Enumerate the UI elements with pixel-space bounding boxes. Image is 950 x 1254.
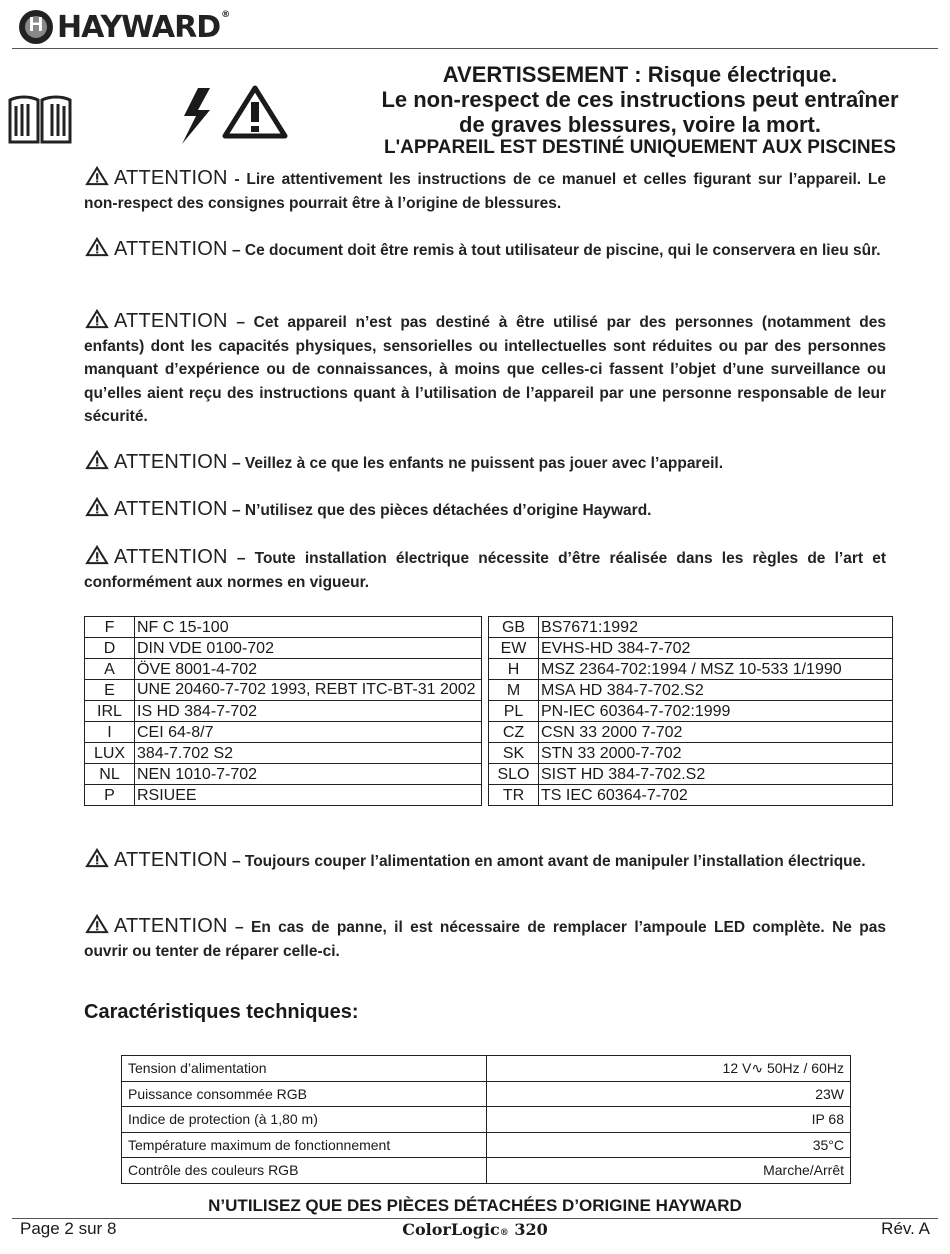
revision-label: Rév. A (881, 1219, 930, 1238)
country-code: NL (85, 764, 135, 785)
warning-triangle-icon (84, 237, 110, 257)
attention-keyword: ATTENTION (114, 451, 228, 473)
column-gap (482, 659, 489, 680)
attention-separator: – (227, 919, 251, 936)
attention-keyword: ATTENTION (114, 849, 228, 871)
attention-keyword: ATTENTION (114, 915, 228, 937)
table-row (85, 680, 893, 701)
header-divider (12, 48, 938, 49)
registered-mark: ® (221, 9, 230, 20)
attention-separator: - (227, 171, 247, 188)
warning-triangle-icon (84, 166, 110, 186)
spec-value: Marche/Arrêt (487, 1158, 851, 1184)
brand-name (57, 10, 229, 45)
specs-title: Caractéristiques techniques: (84, 1001, 359, 1023)
attention-separator: – (227, 242, 245, 259)
norm-value: EVHS-HD 384-7-702 (539, 638, 893, 659)
norm-value: ÖVE 8001-4-702 (135, 659, 482, 680)
footer-warning: N’UTILISEZ QUE DES PIÈCES DÉTACHÉES D’ORIGINE HAYWARD (208, 1196, 742, 1215)
warning-triangle-icon (84, 545, 110, 565)
table-row (122, 1081, 851, 1107)
table-row (85, 659, 893, 680)
country-code: LUX (85, 743, 135, 764)
country-code: P (85, 785, 135, 806)
product-registered-mark: ® (499, 1228, 509, 1238)
warning-triangle-icon (84, 914, 110, 934)
country-code: A (85, 659, 135, 680)
attention-text: Toute installation électrique nécessite d’être réalisée dans les règles de l’art et conformément aux normes en vigueur. (84, 550, 886, 591)
hayward-logo (19, 9, 229, 45)
spec-label: Tension d’alimentation (122, 1056, 487, 1082)
attention-keyword: ATTENTION (114, 238, 228, 260)
norm-value: NEN 1010-7-702 (135, 764, 482, 785)
country-code: CZ (489, 722, 539, 743)
norm-value: SIST HD 384-7-702.S2 (539, 764, 893, 785)
table-row (85, 638, 893, 659)
product-name (0, 1220, 950, 1239)
attention-keyword: ATTENTION (114, 498, 228, 520)
column-gap (482, 638, 489, 659)
footer-divider (12, 1218, 938, 1219)
country-code: F (85, 617, 135, 638)
table-row (122, 1158, 851, 1184)
attention-separator: – (227, 314, 254, 331)
product-brand: ColorLogic (402, 1220, 500, 1239)
country-code: SK (489, 743, 539, 764)
table-row (122, 1056, 851, 1082)
table-row (85, 785, 893, 806)
attention-keyword: ATTENTION (114, 546, 228, 568)
norm-value: 384-7.702 S2 (135, 743, 482, 764)
norm-value: PN-IEC 60364-7-702:1999 (539, 701, 893, 722)
norm-value: UNE 20460-7-702 1993, REBT ITC-BT-31 2002 (135, 680, 482, 701)
warning-line-4: L'APPAREIL EST DESTINÉ UNIQUEMENT AUX PISCINES (384, 137, 896, 158)
norm-value: CSN 33 2000 7-702 (539, 722, 893, 743)
norm-value: MSA HD 384-7-702.S2 (539, 680, 893, 701)
lightning-icon (176, 86, 220, 148)
page-number: Page 2 sur 8 (20, 1219, 117, 1238)
country-code: E (85, 680, 135, 701)
product-model: 320 (508, 1220, 548, 1239)
attention-text: N’utilisez que des pièces détachées d’origine Hayward. (244, 502, 652, 519)
attention-separator: – (227, 853, 245, 870)
attention-paragraph (84, 848, 886, 874)
attention-paragraph (84, 237, 886, 263)
warning-line-1: AVERTISSEMENT : Risque électrique. (442, 62, 838, 87)
attention-paragraph (84, 497, 886, 523)
table-row (85, 764, 893, 785)
attention-separator: – (227, 502, 245, 519)
norm-value: RSIUEE (135, 785, 482, 806)
attention-text: Cet appareil n’est pas destiné à être utilisé par des personnes (notamment des enfants) dont les capacités physiques, sensorielles ou intellectuelles sont réduites ou par des personnes manquant d’expérience ou de connaissances, à moins que celles-ci fassent l’objet d’une surveillance ou qu’elles aient reçu des instructions quant à l’utilisation de l’appareil par une personne responsable de leur sécurité. (84, 314, 886, 425)
table-row (122, 1107, 851, 1133)
column-gap (482, 785, 489, 806)
attention-separator: – (227, 455, 245, 472)
attention-separator: – (227, 550, 255, 567)
spec-value: 35°C (487, 1132, 851, 1158)
country-code: H (489, 659, 539, 680)
norm-value: MSZ 2364-702:1994 / MSZ 10-533 1/1990 (539, 659, 893, 680)
warning-line-3: de graves blessures, voire la mort. (459, 112, 821, 137)
norm-value: DIN VDE 0100-702 (135, 638, 482, 659)
attention-paragraph (84, 450, 886, 476)
norm-value: CEI 64-8/7 (135, 722, 482, 743)
norm-value: TS IEC 60364-7-702 (539, 785, 893, 806)
attention-paragraph (84, 309, 886, 429)
attention-paragraph (84, 914, 886, 963)
country-code: I (85, 722, 135, 743)
column-gap (482, 617, 489, 638)
electrical-norms-table (84, 616, 893, 806)
column-gap (482, 680, 489, 701)
spec-label: Contrôle des couleurs RGB (122, 1158, 487, 1184)
column-gap (482, 722, 489, 743)
column-gap (482, 701, 489, 722)
electrical-warning-heading (330, 62, 950, 159)
table-row (85, 701, 893, 722)
spec-value: IP 68 (487, 1107, 851, 1133)
norm-value: NF C 15-100 (135, 617, 482, 638)
attention-text: Lire attentivement les instructions de ce manuel et celles figurant sur l’appareil. Le non-respect des consignes pourrait être à l’origine de blessures. (84, 171, 886, 212)
hayward-logo-mark-icon (19, 10, 53, 44)
country-code: PL (489, 701, 539, 722)
norm-value: BS7671:1992 (539, 617, 893, 638)
warning-line-2: Le non-respect de ces instructions peut entraîner (381, 87, 899, 112)
warning-triangle-icon (84, 450, 110, 470)
column-gap (482, 743, 489, 764)
country-code: TR (489, 785, 539, 806)
attention-keyword: ATTENTION (114, 167, 228, 189)
attention-text: Ce document doit être remis à tout utilisateur de piscine, qui le conservera en lieu sûr. (244, 242, 881, 259)
spec-value: 23W (487, 1081, 851, 1107)
country-code: D (85, 638, 135, 659)
technical-specs-table (121, 1055, 851, 1184)
attention-paragraph (84, 545, 886, 594)
table-row (122, 1132, 851, 1158)
spec-label: Indice de protection (à 1,80 m) (122, 1107, 487, 1133)
warning-triangle-icon (84, 497, 110, 517)
spec-label: Puissance consommée RGB (122, 1081, 487, 1107)
warning-triangle-icon (222, 84, 288, 140)
attention-keyword: ATTENTION (114, 310, 228, 332)
country-code: IRL (85, 701, 135, 722)
table-row (85, 722, 893, 743)
table-row (85, 617, 893, 638)
spec-value: 12 V∿ 50Hz / 60Hz (487, 1056, 851, 1082)
attention-text: Veillez à ce que les enfants ne puissent pas jouer avec l’appareil. (244, 455, 724, 472)
norm-value: STN 33 2000-7-702 (539, 743, 893, 764)
warning-triangle-icon (84, 848, 110, 868)
country-code: M (489, 680, 539, 701)
warning-triangle-icon (84, 309, 110, 329)
table-row (85, 743, 893, 764)
attention-paragraph (84, 166, 886, 215)
manual-icon (6, 92, 74, 148)
country-code: GB (489, 617, 539, 638)
column-gap (482, 764, 489, 785)
norm-value: IS HD 384-7-702 (135, 701, 482, 722)
brand-text: HAYWARD (57, 9, 221, 45)
country-code: SLO (489, 764, 539, 785)
attention-text: En cas de panne, il est nécessaire de remplacer l’ampoule LED complète. Ne pas ouvrir ou tenter de réparer celle-ci. (84, 919, 886, 960)
spec-label: Température maximum de fonctionnement (122, 1132, 487, 1158)
country-code: EW (489, 638, 539, 659)
attention-text: Toujours couper l’alimentation en amont avant de manipuler l’installation électrique. (244, 853, 866, 870)
